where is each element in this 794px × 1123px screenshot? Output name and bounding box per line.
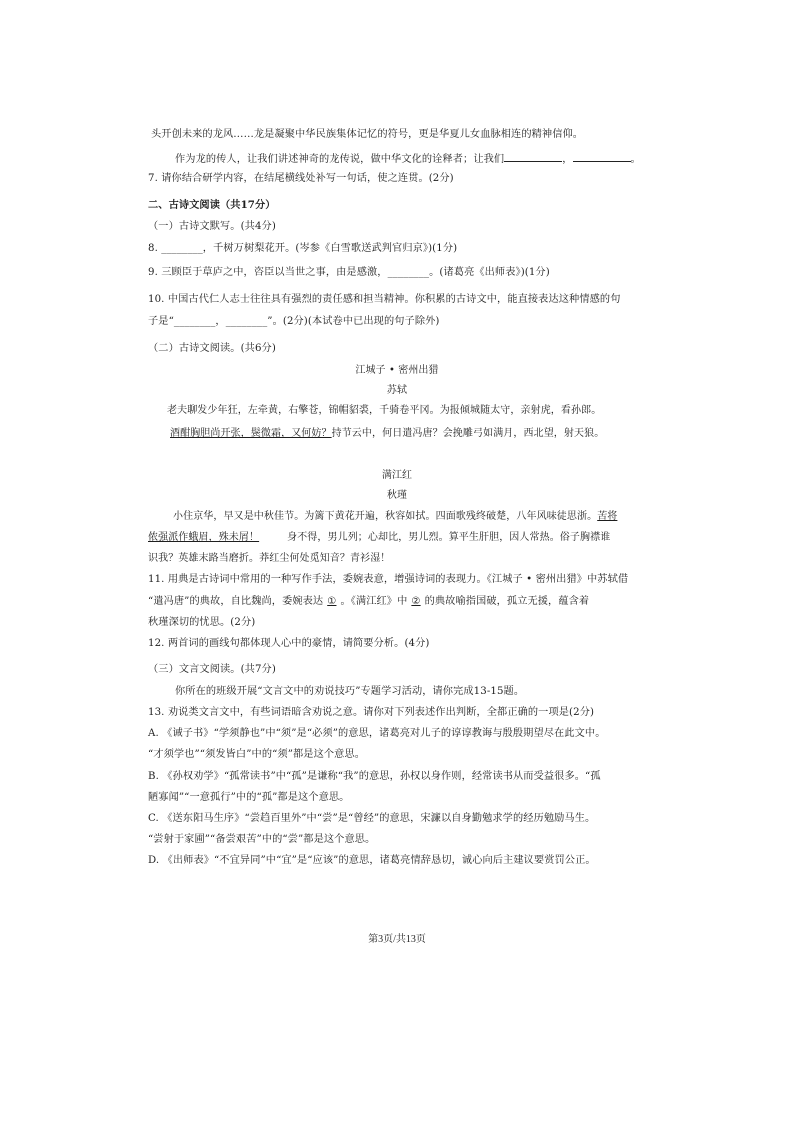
question-11-line-1: 11. 用典是古诗词中常用的一种写作手法，委婉表意，增强诗词的表现力。《江城子 • 密州出猎》中苏轼借 [148,574,629,585]
option-a-line-1: A. 《诫子书》“学须静也”中“须”是“必须”的意思，诸葛亮对儿子的谆谆教诲与殷殷期望尽在此文中。 [148,728,606,739]
poem-2-line-1 [173,510,617,524]
passage-line-1: 头开创未来的龙风……龙是凝聚中华民族集体记忆的符号，更是华夏儿女血脉相连的精神信仰。 [151,129,584,140]
poem-2-line-2-rest: 身不得，男儿列；心却比，男儿烈。算平生肝胆，因人常热。俗子胸襟谁 [287,532,611,543]
poem-1-title: 江城子 • 密州出猎 [355,365,439,376]
part-3-title: （三）文言文阅读。(共7分) [148,664,276,675]
poem-1-underlined-line: 酒酣胸胆尚开张，鬓微霜，又何妨？ [170,428,332,439]
poem-1-author: 苏轼 [386,385,408,396]
section-2-title: 二、古诗文阅读（共17分） [148,199,276,211]
q11-text-a: “遣冯唐”的典故，自比魏尚，委婉表达 [148,596,324,607]
q11-text-c: 的典故喻指国破，孤立无援，蕴含着 [424,596,590,607]
poem-2-author: 秋瑾 [386,490,408,501]
part-3-intro: 你所在的班级开展“文言文中的劝说技巧”专题学习活动，请你完成13-15题。 [175,686,525,697]
q11-blank-2: ② [411,596,421,607]
option-b-line-2: 陋寡闻”“一意孤行”中的“孤”都是这个意思。 [148,792,350,803]
poem-2-line-2 [148,531,610,545]
option-a-line-2: “才须学也”“须发皆白”中的“须”都是这个意思。 [148,749,366,760]
poem-1-line-2-rest: 持节云中，何日遣冯唐？会挽雕弓如满月，西北望，射天狼。 [331,428,605,439]
poem-2-underlined-start: 苦将 [597,511,618,522]
passage-line-2-text: 作为龙的传人，让我们讲述神奇的龙传说，做中华文化的诠释者；让我们 [175,154,505,165]
question-10-line-2: 子是“________，________”。(2分)(本试卷中已出现的句子除外) [148,316,440,327]
part-2-title: （二）古诗文阅读。(共6分) [148,343,276,354]
question-9: 9. 三顾臣于草庐之中，咨臣以当世之事，由是感激，________。(诸葛亮《出师表》)(1分) [148,267,550,278]
poem-2-title: 满江红 [381,470,413,481]
option-c-line-1: C. 《送东阳马生序》“尝趋百里外”中“尝”是“曾经”的意思，宋濂以自身勤勉求学的经历勉励马生。 [148,813,596,824]
question-8: 8. ________，千树万树梨花开。(岑参《白雪歌送武判官归京》)(1分) [148,243,458,254]
period: 。 [630,154,641,165]
poem-2-line-1-text: 小住京华，早又是中秋佳节。为篱下黄花开遍，秋容如拭。四面歌残终破楚，八年风味徒思浙。 [173,511,598,522]
question-10-line-1: 10. 中国古代仁人志士往往具有强烈的责任感和担当精神。你积累的古诗文中，能直接表达这种情感的句 [148,294,621,305]
question-12: 12. 两首词的画线句都体现人心中的豪情，请简要分析。(4分) [148,638,430,649]
poem-1-line-1: 老夫聊发少年狂，左牵黄，右擎苍，锦帽貂裘，千骑卷平冈。为报倾城随太守，亲射虎，看孙郎。 [167,405,602,416]
poem-2-line-3: 识我？英雄末路当磨折。莽红尘何处觅知音？青衫湿！ [148,553,391,564]
question-13-stem: 13. 劝说类文言文中，有些词语暗含劝说之意。请你对下列表述作出判断，全都正确的一项是(2分) [148,707,595,718]
page-number: 第3页/共13页 [368,934,426,945]
q11-text-b: 。《满江红》中 [340,596,408,607]
option-c-line-2: “尝射于家圃”“备尝艰苦”中的“尝”都是这个意思。 [148,834,376,845]
part-1-title: （一）古诗文默写。(共4分) [148,221,276,232]
answer-blank [573,151,631,162]
passage-line-2 [175,151,641,167]
option-d-line-1: D. 《出师表》“不宜异同”中“宜”是“应该”的意思，诸葛亮情辞恳切，诚心向后主建议要赏罚公正。 [148,855,596,866]
separator: ， [562,154,573,165]
option-b-line-1: B. 《孙权劝学》“孤常读书”中“孤”是谦称“我”的意思，孙权以身作则，经常读书从而受益很多。“孤 [148,771,601,782]
question-11-line-3: 秋瑾深切的忧思。(2分) [148,617,256,628]
q11-blank-1: ① [327,596,337,607]
poem-1-line-2 [170,427,604,441]
answer-blank [504,151,562,162]
question-7: 7. 请你结合研学内容，在结尾横线处补写一句话，使之连贯。(2分) [148,173,454,184]
question-11-line-2 [148,595,589,609]
poem-2-underlined-end: 侬强派作蛾眉，殊未屑！ [148,532,260,543]
